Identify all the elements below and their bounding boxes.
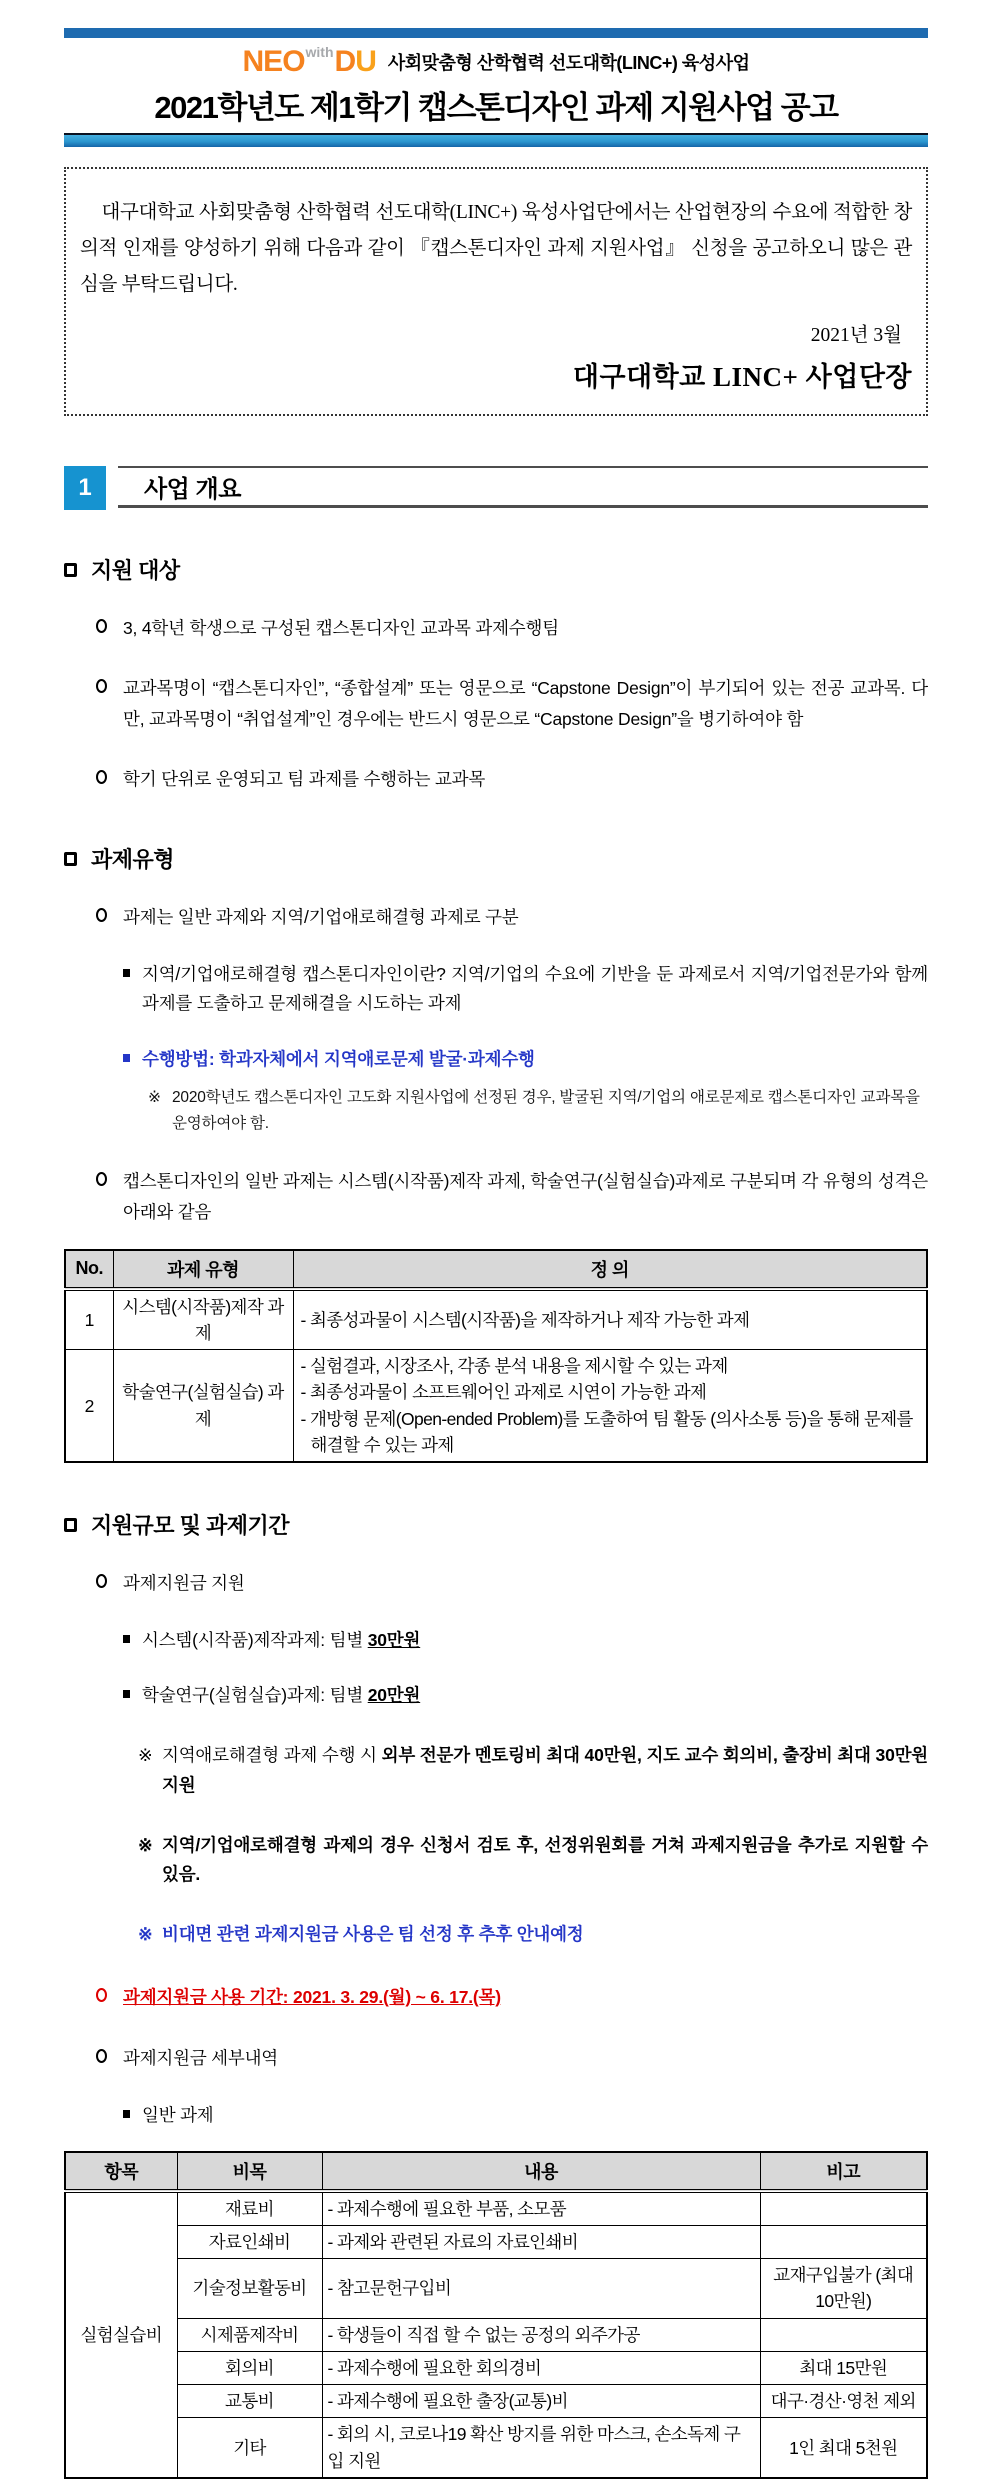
neo-with-du-logo: [243, 45, 376, 77]
small-square-bullet-icon: [123, 969, 130, 977]
square-bullet-icon: [64, 1518, 77, 1532]
circle-bullet-icon: [96, 619, 107, 633]
cell-desc: - 과제수행에 필요한 출장(교통)비: [322, 2385, 760, 2418]
intro-body-text: 대구대학교 사회맞춤형 산학협력 선도대학(LINC+) 육성사업단에서는 산업현장의 수요에 적합한 창의적 인재를 양성하기 위해 다음과 같이 『캡스톤디자인 과제 지원사업』 신청을 공고하오니 많은 관심을 부탁드립니다.: [80, 202, 912, 296]
sub-list-item: [122, 960, 928, 1020]
logo-d-text: D: [334, 45, 356, 78]
small-square-bullet-icon: [123, 1690, 130, 1698]
cell-category: 실험실습비: [65, 2191, 177, 2478]
circle-bullet-icon: [96, 2049, 107, 2063]
cell-desc: - 학생들이 직접 할 수 없는 공정의 외주가공: [322, 2318, 760, 2351]
circle-bullet-icon: [96, 1172, 107, 1186]
list-item-text: 과제는 일반 과제와 지역/기업애로해결형 과제로 구분: [123, 907, 519, 928]
table-header-row: [65, 1250, 927, 1289]
list-item-text: 과제지원금 세부내역: [123, 2048, 279, 2069]
heading-task-types: [64, 843, 928, 874]
page-title: 2021학년도 제1학기 캡스톤디자인 과제 지원사업 공고: [154, 90, 838, 125]
note-text: 지역애로해결형 과제 수행 시: [162, 1745, 382, 1766]
sub-list-item: [122, 2101, 928, 2131]
section-1-header: [64, 466, 928, 510]
table-row: [65, 2385, 927, 2418]
announcement-document: [0, 28, 992, 2471]
heading-label: 과제유형: [91, 847, 175, 873]
cell-definition: [293, 1350, 927, 1463]
small-square-bullet-icon: [123, 2110, 130, 2118]
reference-mark-icon: ※: [138, 1924, 153, 1945]
sub-item-text: 학술연구(실험실습)과제: 팀별: [142, 1685, 368, 1706]
circle-bullet-icon: [96, 908, 107, 922]
square-bullet-icon: [64, 563, 77, 577]
document-header: [0, 45, 992, 77]
square-bullet-icon: [64, 852, 77, 866]
small-square-bullet-icon: [123, 1635, 130, 1643]
table-row: [65, 2351, 927, 2384]
intro-box: [64, 167, 928, 416]
table-header-row: [65, 2152, 927, 2191]
sub-item-text: 시스템(시작품)제작과제: 팀별: [142, 1629, 368, 1650]
cell-no: 2: [65, 1350, 113, 1463]
header-cell-no: No.: [65, 1250, 113, 1289]
list-item-text: 캡스톤디자인의 일반 과제는 시스템(시작품)제작 과제, 학술연구(실험실습)과제로 구분되며 각 유형의 성격은 아래와 같음: [123, 1170, 928, 1223]
sub-list-item: [122, 1681, 928, 1711]
cell-type: 학술연구(실험실습) 과제: [113, 1350, 293, 1463]
title-underline-bar: [64, 133, 928, 147]
intro-date: 2021년 3월: [810, 325, 902, 347]
list-item: [96, 1166, 928, 1229]
header-cell-note: 비고: [760, 2152, 927, 2191]
funding-period-item: [96, 1982, 928, 2014]
circle-bullet-icon: [96, 679, 107, 693]
cell-item: 자료인쇄비: [177, 2225, 322, 2258]
heading-support-target: [64, 554, 928, 585]
list-item-text: 과제지원금 지원: [123, 1573, 245, 1594]
cell-note: [760, 2318, 927, 2351]
sub-list-item-method: [122, 1045, 928, 1075]
list-item: [96, 764, 928, 796]
definition-line: - 개방형 문제(Open-ended Problem)를 도출하여 팀 활동 (의사소통 등)을 통해 문제를 해결할 수 있는 과제: [300, 1408, 913, 1455]
header-cell-desc: 내용: [322, 2152, 760, 2191]
table-row: [65, 2191, 927, 2226]
cell-item: 회의비: [177, 2351, 322, 2384]
cell-desc: - 참고문헌구입비: [322, 2259, 760, 2319]
list-item: [96, 613, 928, 645]
cell-note: 교재구입불가 (최대 10만원): [760, 2259, 927, 2319]
section-title: 사업 개요: [118, 466, 928, 508]
section-number-badge: 1: [64, 466, 106, 510]
cell-desc: - 과제와 관련된 자료의 자료인쇄비: [322, 2225, 760, 2258]
table-row: [65, 2418, 927, 2478]
table-row: [65, 1350, 927, 1463]
reference-note: [148, 1085, 928, 1138]
circle-bullet-icon: [96, 1988, 107, 2002]
definition-line: - 실험결과, 시장조사, 각종 분석 내용을 제시할 수 있는 과제: [300, 1356, 728, 1377]
sub-list-item: [122, 1626, 928, 1656]
cell-note: [760, 2191, 927, 2226]
header-cell-item: 비목: [177, 2152, 322, 2191]
header-cell-type: 과제 유형: [113, 1250, 293, 1289]
funding-period-text: 과제지원금 사용 기간: 2021. 3. 29.(월) ~ 6. 17.(목): [123, 1986, 501, 2007]
reference-mark-icon: ※: [138, 1745, 153, 1766]
heading-support-scale: [64, 1509, 928, 1540]
amount-text: 20만원: [367, 1685, 421, 1706]
cell-definition: [293, 1289, 927, 1350]
reference-mark-icon: ※: [138, 1834, 153, 1855]
cell-desc: - 회의 시, 코로나19 확산 방지를 위한 마스크, 손소독제 구입 지원: [322, 2418, 760, 2478]
cell-note: [760, 2225, 927, 2258]
small-square-bullet-icon: [123, 1054, 130, 1062]
logo-with-text: with: [305, 44, 334, 60]
note-text: 2020학년도 캡스톤디자인 고도화 지원사업에 선정된 경우, 발굴된 지역/기업의 애로문제로 캡스톤디자인 교과목을 운영하여야 함.: [172, 1088, 920, 1133]
cell-note: 1인 최대 5천원: [760, 2418, 927, 2478]
table-row: [65, 2225, 927, 2258]
header-cell-category: 항목: [65, 2152, 177, 2191]
amount-text: 30만원: [367, 1629, 421, 1650]
circle-bullet-icon: [96, 1574, 107, 1588]
logo-neo-text: NEO: [242, 45, 305, 78]
list-item: [96, 902, 928, 934]
task-type-table: [64, 1249, 928, 1464]
top-divider-bar: [64, 28, 928, 38]
list-item: [96, 1568, 928, 1600]
sub-item-text: 수행방법: 학과자체에서 지역애로문제 발굴·과제수행: [142, 1049, 535, 1070]
cell-item: 시제품제작비: [177, 2318, 322, 2351]
reference-note: [138, 1831, 928, 1891]
budget-detail-table: [64, 2151, 928, 2479]
definition-line: - 최종성과물이 소프트웨어인 과제로 시연이 가능한 과제: [300, 1382, 707, 1403]
table-row: [65, 1289, 927, 1350]
intro-signature: 대구대학교 LINC+ 사업단장: [572, 362, 912, 393]
note-text-bold: 외부 전문가 멘토링비 최대 40만원, 지도 교수 회의비, 출장비 최대 30만원 지원: [162, 1745, 929, 1795]
circle-bullet-icon: [96, 770, 107, 784]
sub-item-text: 일반 과제: [142, 2104, 214, 2125]
reference-mark-icon: ※: [148, 1088, 161, 1106]
program-name: 사회맞춤형 산학협력 선도대학(LINC+) 육성사업: [387, 53, 750, 73]
cell-no: 1: [65, 1289, 113, 1350]
list-item: [96, 673, 928, 736]
definition-line: - 최종성과물이 시스템(시작품)을 제작하거나 제작 가능한 과제: [300, 1309, 750, 1330]
table-row: [65, 2318, 927, 2351]
cell-note: 대구·경산·영천 제외: [760, 2385, 927, 2418]
cell-item: 기타: [177, 2418, 322, 2478]
sub-item-text: 지역/기업애로해결형 캡스톤디자인이란? 지역/기업의 수요에 기반을 둔 과제로서 지역/기업전문가와 함께 과제를 도출하고 문제해결을 시도하는 과제: [142, 963, 928, 1014]
table-row: [65, 2259, 927, 2319]
cell-item: 교통비: [177, 2385, 322, 2418]
reference-note: [138, 1741, 928, 1801]
list-item-text: 3, 4학년 학생으로 구성된 캡스톤디자인 교과목 과제수행팀: [123, 618, 559, 639]
cell-note: 최대 15만원: [760, 2351, 927, 2384]
cell-desc: - 과제수행에 필요한 회의경비: [322, 2351, 760, 2384]
note-text: 비대면 관련 과제지원금 사용은 팀 선정 후 추후 안내예정: [162, 1924, 584, 1945]
cell-desc: - 과제수행에 필요한 부품, 소모품: [322, 2191, 760, 2226]
list-item: [96, 2043, 928, 2075]
cell-item: 기술정보활동비: [177, 2259, 322, 2319]
heading-label: 지원 대상: [91, 558, 180, 584]
cell-item: 재료비: [177, 2191, 322, 2226]
heading-label: 지원규모 및 과제기간: [91, 1513, 289, 1539]
logo-u-text: U: [355, 45, 376, 78]
header-cell-definition: 정 의: [293, 1250, 927, 1289]
reference-note-remote: [138, 1920, 928, 1950]
note-text: 지역/기업애로해결형 과제의 경우 신청서 검토 후, 선정위원회를 거쳐 과제지원금을 추가로 지원할 수 있음.: [162, 1834, 928, 1885]
cell-type: 시스템(시작품)제작 과제: [113, 1289, 293, 1350]
list-item-text: 학기 단위로 운영되고 팀 과제를 수행하는 교과목: [123, 768, 486, 789]
list-item-text: 교과목명이 “캡스톤디자인”, “종합설계” 또는 영문으로 “Capstone Design”이 부기되어 있는 전공 교과목. 다만, 교과목명이 “취업설계”인 경우에는 반드시 영문으로 “Capstone Design”을 병기하여야 함: [123, 677, 928, 730]
